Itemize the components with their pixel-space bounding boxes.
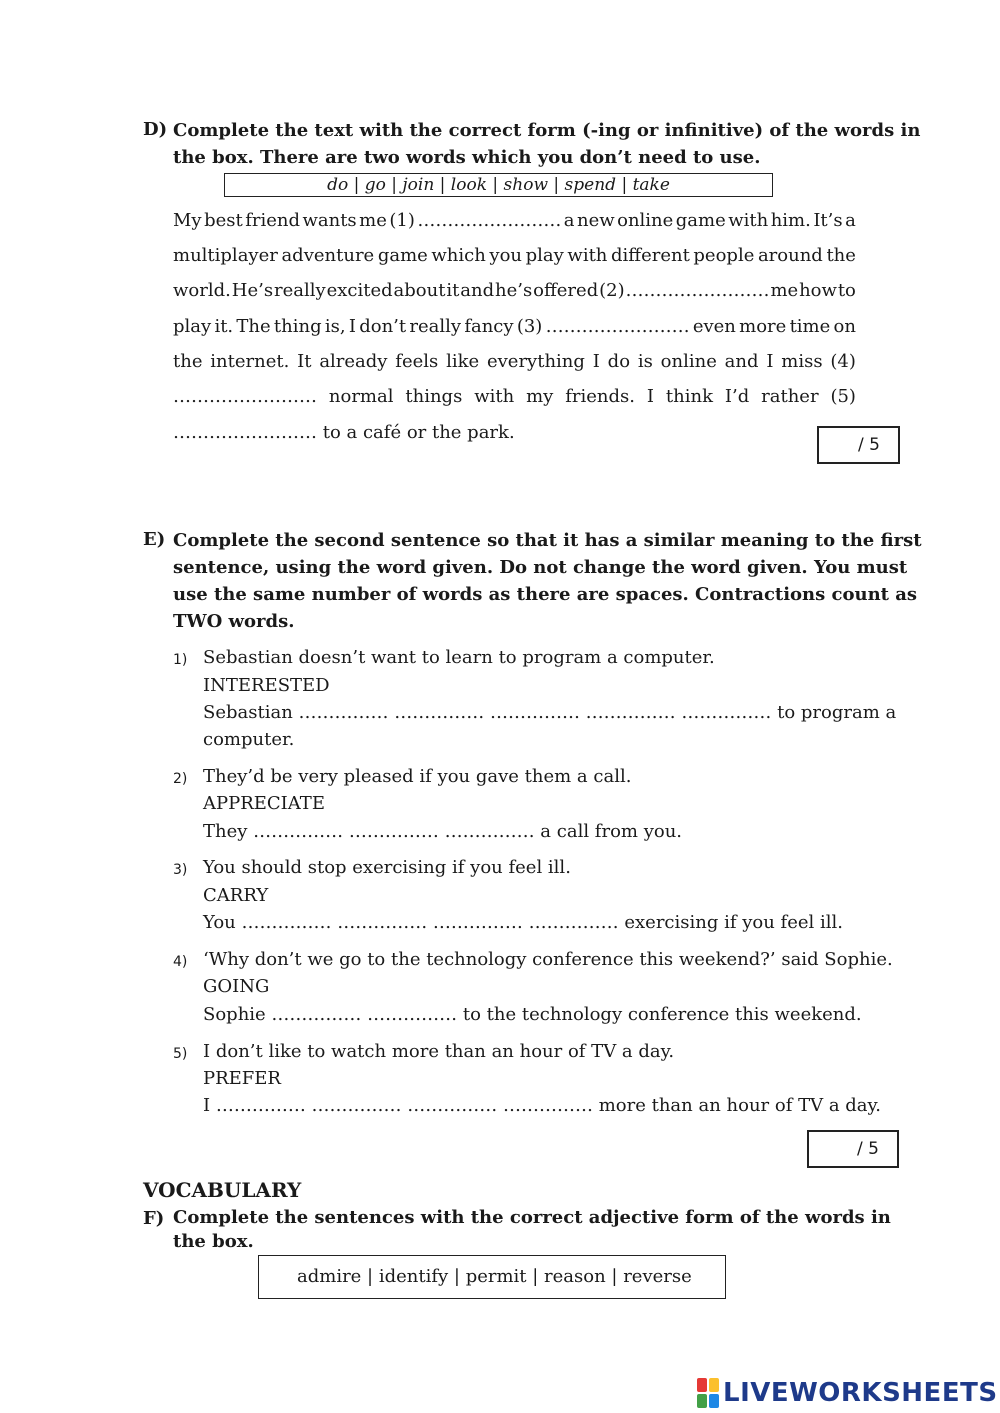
section-e-score-box: / 5 xyxy=(807,1130,899,1168)
section-f-letter: F) xyxy=(143,1208,165,1229)
item-number: 2) xyxy=(173,771,188,787)
item-answer-line: You …………… …………… …………… …………… exercising if you feel ill. xyxy=(203,912,843,933)
logo-mark-icon xyxy=(697,1378,719,1408)
section-f-instruction xyxy=(173,1206,891,1254)
vocabulary-heading: VOCABULARY xyxy=(143,1178,302,1202)
section-d-score-box: / 5 xyxy=(817,426,900,464)
item-answer-line-continued: computer. xyxy=(203,729,295,750)
logo-square xyxy=(709,1378,719,1392)
section-f-word-box: admire | identify | permit | reason | reverse xyxy=(258,1255,726,1299)
paragraph-line: multiplayer adventure game which you play with different people around the xyxy=(173,245,856,266)
paragraph-line: …………………… normal things with my friends. I think I’d rather (5) xyxy=(173,386,856,407)
item-sentence: ‘Why don’t we go to the technology conference this weekend?’ said Sophie. xyxy=(203,949,893,970)
item-sentence: I don’t like to watch more than an hour of TV a day. xyxy=(203,1041,675,1062)
logo-square xyxy=(697,1394,707,1408)
section-e-instruction xyxy=(173,527,922,635)
section-d-word-box: do | go | join | look | show | spend | take xyxy=(224,173,773,197)
item-number: 5) xyxy=(173,1046,188,1062)
item-keyword: PREFER xyxy=(203,1068,281,1089)
item-answer-line: Sophie …………… …………… to the technology conference this weekend. xyxy=(203,1004,862,1025)
section-e-instruction-line: sentence, using the word given. Do not change the word given. You must xyxy=(173,557,908,578)
item-keyword: INTERESTED xyxy=(203,675,330,696)
section-f-instruction-line: Complete the sentences with the correct adjective form of the words in xyxy=(173,1207,891,1228)
logo-text: LIVEWORKSHEETS xyxy=(723,1378,998,1408)
item-keyword: APPRECIATE xyxy=(203,793,325,814)
item-sentence: They’d be very pleased if you gave them a call. xyxy=(203,766,632,787)
paragraph-line: play it. The thing is, I don’t really fancy (3) …………………… even more time on xyxy=(173,316,856,337)
paragraph-line: …………………… to a café or the park. xyxy=(173,422,515,443)
section-f-instruction-line: the box. xyxy=(173,1231,254,1252)
liveworksheets-logo[interactable] xyxy=(697,1375,998,1411)
section-e-letter: E) xyxy=(143,529,166,550)
paragraph-line: world. He’s really excited about it and he’s offered (2) …………………… me how to xyxy=(173,280,856,301)
paragraph-line: the internet. It already feels like everything I do is online and I miss (4) xyxy=(173,351,856,372)
section-d-instruction-line: the box. There are two words which you don’t need to use. xyxy=(173,147,761,168)
section-d-instruction xyxy=(173,117,921,171)
logo-square xyxy=(709,1394,719,1408)
item-answer-line: They …………… …………… …………… a call from you. xyxy=(203,821,683,842)
section-e-instruction-line: TWO words. xyxy=(173,611,295,632)
item-answer-line: I …………… …………… …………… …………… more than an hour of TV a day. xyxy=(203,1095,882,1116)
item-number: 1) xyxy=(173,652,188,668)
section-e-instruction-line: Complete the second sentence so that it has a similar meaning to the first xyxy=(173,530,922,551)
logo-square xyxy=(697,1378,707,1392)
item-number: 4) xyxy=(173,954,188,970)
paragraph-line: My best friend wants me (1) …………………… a new online game with him. It’s a xyxy=(173,210,856,231)
section-e-instruction-line: use the same number of words as there are spaces. Contractions count as xyxy=(173,584,918,605)
section-d-letter: D) xyxy=(143,119,168,140)
item-number: 3) xyxy=(173,862,188,878)
item-sentence: You should stop exercising if you feel ill. xyxy=(203,857,571,878)
item-keyword: CARRY xyxy=(203,885,269,906)
item-sentence: Sebastian doesn’t want to learn to program a computer. xyxy=(203,647,715,668)
item-keyword: GOING xyxy=(203,976,270,997)
item-answer-line: Sebastian …………… …………… …………… …………… …………… to program a xyxy=(203,702,897,723)
section-d-instruction-line: Complete the text with the correct form (-ing or infinitive) of the words in xyxy=(173,120,921,141)
